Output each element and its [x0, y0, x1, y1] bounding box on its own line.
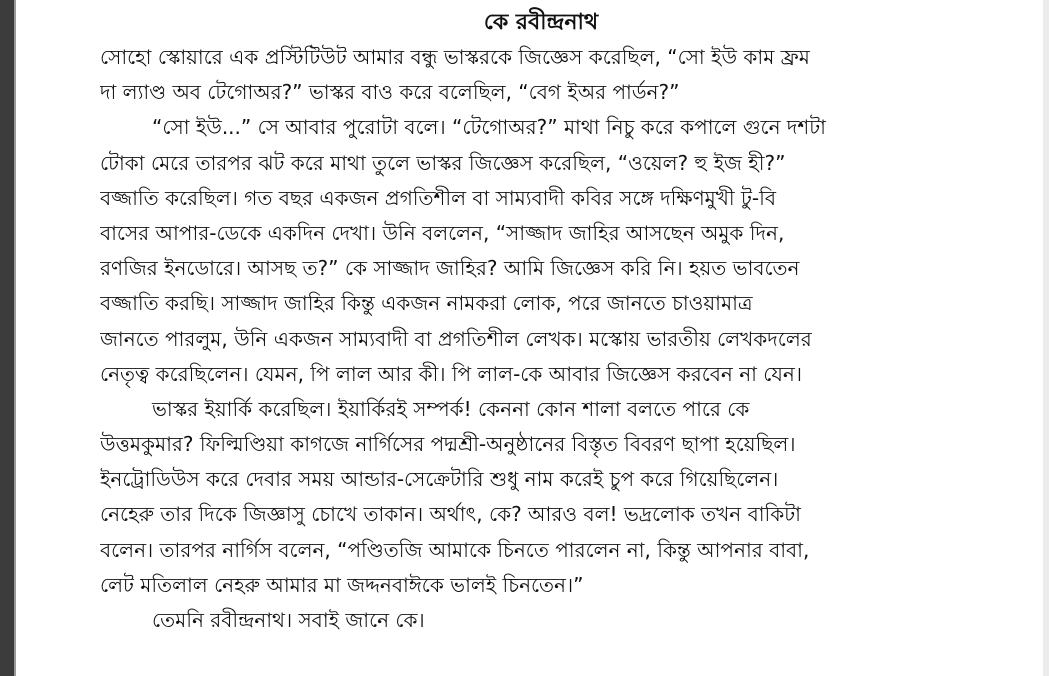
text-line: দা ল্যাণ্ড অব টেগোঅর?” ভাস্কর বাও করে বলেছিল, “বেগ ইঅর পার্ডন?” [100, 80, 680, 105]
text-line: ইনট্রোডিউস করে দেবার সময় আন্ডার-সেক্রেটারি শুধু নাম করেই চুপ করে গিয়েছিলেন। [100, 467, 779, 492]
viewer-right-edge [1043, 0, 1049, 676]
text-line: বজ্জাতি করেছিল। গত বছর একজন প্রগতিশীল বা সাম্যবাদী কবির সঙ্গে দক্ষিণমুখী টু-বি [100, 185, 776, 210]
document-title: কে রবীন্দ্রনাথ [483, 10, 599, 35]
text-line: উত্তমকুমার? ফিল্মিণ্ডিয়া কাগজে নার্গিসের পদ্মশ্রী-অনুষ্ঠানের বিস্তৃত বিবরণ ছাপা হয়েছিল। [100, 432, 796, 457]
text-line: রণজির ইনডোরে। আসছ ত?” কে সাজ্জাদ জাহির? আমি জিজ্ঞেস করি নি। হয়ত ভাবতেন [100, 256, 800, 281]
text-line: বাসের আপার-ডেকে একদিন দেখা। উনি বললেন, “সাজ্জাদ জাহির আসছেন অমুক দিন, [100, 220, 785, 245]
text-line: নেহেরু তার দিকে জিজ্ঞাসু চোখে তাকান। অর্থাৎ, কে? আরও বল! ভদ্রলোক তখন বাকিটা [100, 502, 801, 527]
text-line: লেট মতিলাল নেহরু আমার মা জদ্দনবাঈকে ভালই চিনতেন।” [100, 572, 584, 597]
text-line: “সো ইউ...” সে আবার পুরোটা বলে। “টেগোঅর?” মাথা নিচু করে কপালে গুনে দশটা [152, 115, 826, 140]
text-line: বলেন। তারপর নার্গিস বলেন, “পণ্ডিতজি আমাকে চিনতে পারলেন না, কিন্তু আপনার বাবা, [100, 537, 810, 562]
text-line: ভাস্কর ইয়ার্কি করেছিল। ইয়ার্কিরই সম্পর্ক! কেননা কোন শালা বলতে পারে কে [152, 396, 750, 421]
text-line: তেমনি রবীন্দ্রনাথ। সবাই জানে কে। [152, 608, 425, 632]
text-line: নেতৃত্ব করেছিলেন। যেমন, পি লাল আর কী। পি লাল-কে আবার জিজ্ঞেস করবেন না যেন। [100, 361, 803, 386]
text-line: সোহো স্কোয়ারে এক প্রস্টিটিউট আমার বন্ধু ভাস্করকে জিজ্ঞেস করেছিল, “সো ইউ কাম ফ্রম [100, 45, 810, 69]
viewer-left-edge [14, 0, 16, 676]
text-line: টোকা মেরে তারপর ঝট করে মাথা তুলে ভাস্কর জিজ্ঞেস করেছিল, “ওয়েল? হু ইজ হী?” [100, 150, 786, 175]
text-line: জানতে পারলুম, উনি একজন সাম্যবাদী বা প্রগতিশীল লেখক। মস্কোয় ভারতীয় লেখকদলের [100, 326, 812, 351]
text-line: বজ্জাতি করছি। সাজ্জাদ জাহির কিন্তু একজন নামকরা লোক, পরে জানতে চাওয়ামাত্র [100, 291, 753, 316]
document-page [100, 6, 962, 674]
viewer-left-bar [0, 0, 14, 676]
